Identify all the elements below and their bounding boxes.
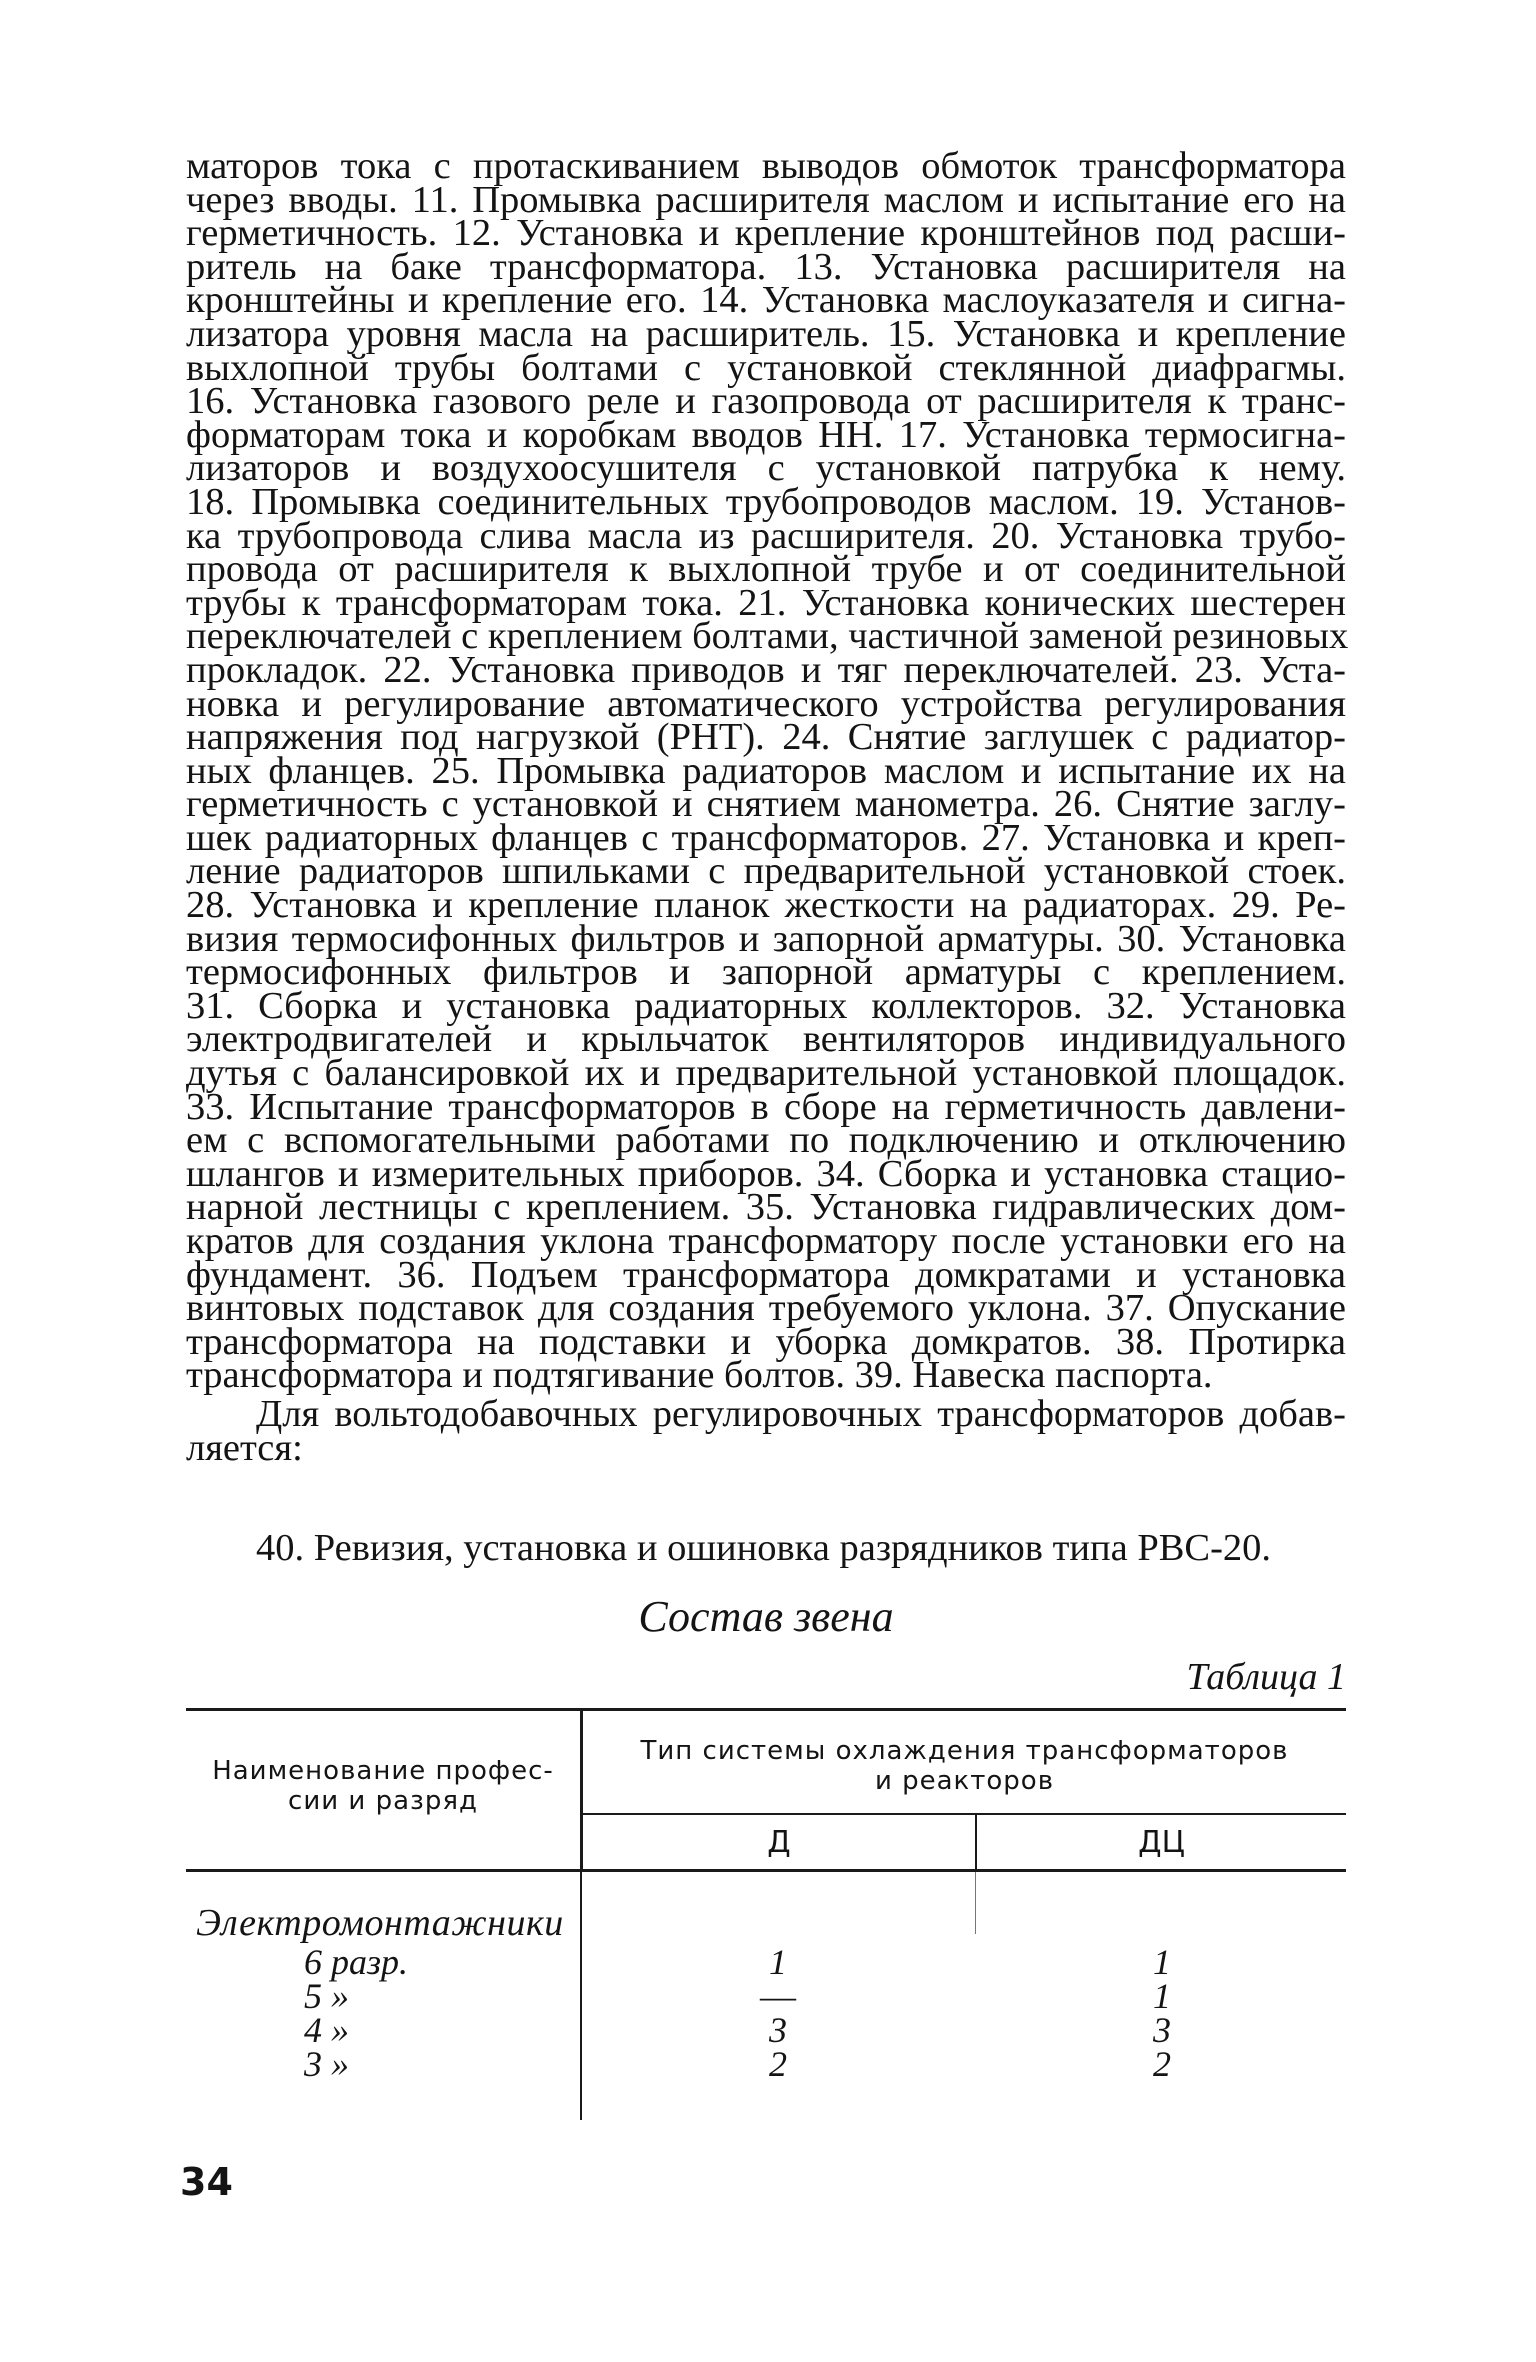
text-line: нарной лестницы с креплением. 35. Установка гидравлических дом- <box>186 1186 1346 1229</box>
table-body-subcol-divider <box>975 1872 976 1934</box>
group-label: Электромонтажники <box>196 1902 564 1944</box>
text-line: выхлопной трубы болтами с установкой стеклянной диафрагмы. <box>186 346 1346 389</box>
text-line: ных фланцев. 25. Промывка радиаторов маслом и испытание их на <box>186 749 1346 792</box>
text-line: форматорам тока и коробкам вводов НН. 17. Установка термосигна- <box>186 413 1346 456</box>
text-line: ем с вспомогательными работами по подключению и отключению <box>186 1119 1346 1162</box>
text-line: напряжения под нагрузкой (РНТ). 24. Снятие заглушек с радиатор- <box>186 716 1346 759</box>
text-line: 16. Установка газового реле и газопровода от расширителя к транс- <box>186 380 1346 423</box>
row-value-d: — <box>760 1976 796 2016</box>
text-line: фундамент. 36. Подъем трансформатора домкратами и установка <box>186 1253 1346 1296</box>
col1-header-line-1: Наименование профес- <box>212 1756 554 1786</box>
item-40-paragraph <box>186 1527 1346 1569</box>
text-line: ка трубопровода слива масла из расширителя. 20. Установка трубо- <box>186 514 1346 557</box>
text-line: 28. Установка и крепление планок жесткости на радиаторах. 29. Ре- <box>186 884 1346 927</box>
text-line: ляется: <box>186 1426 303 1469</box>
row-value-dc: 1 <box>1153 1942 1171 1982</box>
row-value-dc: 1 <box>1153 1976 1171 2016</box>
text-line: трубы к трансформаторам тока. 21. Установка конических шестерен <box>186 581 1346 624</box>
text-line: трансформатора на подставки и уборка домкратов. 38. Протирка <box>186 1320 1346 1363</box>
table-header-bottom-rule <box>186 1869 1346 1872</box>
text-line: через вводы. 11. Промывка расширителя маслом и испытание его на <box>186 178 1346 221</box>
text-line: Для вольтодобавочных регулировочных трансформаторов добав- <box>256 1393 1346 1435</box>
text-line: 33. Испытание трансформаторов в сборе на герметичность давлени- <box>186 1085 1346 1128</box>
text-line: герметичность. 12. Установка и крепление кронштейнов под расши- <box>186 212 1346 255</box>
addition-paragraph <box>186 1393 1346 1469</box>
row-value-dc: 2 <box>1153 2044 1171 2084</box>
row-label: 3 » <box>304 2044 349 2084</box>
row-label: 5 » <box>304 1976 349 2016</box>
text-line: 31. Сборка и установка радиаторных коллекторов. 32. Установка <box>186 984 1346 1027</box>
text-line: электродвигателей и крыльчаток вентиляторов индивидуального <box>186 1018 1346 1061</box>
row-value-dc: 3 <box>1153 2010 1171 2050</box>
text-line: провода от расширителя к выхлопной трубе и от соединительной <box>186 548 1346 591</box>
table-top-rule <box>186 1708 1346 1711</box>
text-line: прокладок. 22. Установка приводов и тяг переключателей. 23. Уста- <box>186 648 1346 691</box>
table-body-col-divider <box>580 1872 582 2120</box>
table-subheader-rule <box>580 1813 1346 1815</box>
col1-header <box>186 1756 580 1816</box>
row-label: 4 » <box>304 2010 349 2050</box>
group-header <box>583 1736 1346 1796</box>
text-line: лизаторов и воздухоосушителя с установкой патрубка к нему. <box>186 447 1346 490</box>
page-number: 34 <box>180 2160 233 2204</box>
text-line: термосифонных фильтров и запорной арматуры с креплением. <box>186 951 1346 994</box>
text-line: герметичность с установкой и снятием манометра. 26. Снятие заглу- <box>186 783 1346 826</box>
col1-header-line-2: сии и разряд <box>288 1786 478 1816</box>
text-line: дутья с балансировкой их и предварительной установкой площадок. <box>186 1052 1346 1095</box>
row-value-d: 1 <box>769 1942 787 1982</box>
text-line: визия термосифонных фильтров и запорной арматуры. 30. Установка <box>186 917 1346 960</box>
group-header-line-2: и реакторов <box>874 1766 1055 1796</box>
subheader-d: Д <box>767 1825 791 1860</box>
table-caption: Таблица 1 <box>1186 1656 1346 1698</box>
text-line: кратов для создания уклона трансформатору после установки его на <box>186 1220 1346 1262</box>
text-line: кронштейны и крепление его. 14. Установка маслоуказателя и сигна- <box>186 279 1346 322</box>
row-value-d: 3 <box>769 2010 787 2050</box>
group-header-line-1: Тип системы охлаждения трансформаторов <box>640 1736 1289 1766</box>
text-line: 18. Промывка соединительных трубопроводов маслом. 19. Установ- <box>186 480 1346 523</box>
text-line: винтовых подставок для создания требуемого уклона. 37. Опускание <box>186 1287 1346 1330</box>
subheader-dc: ДЦ <box>1138 1825 1185 1860</box>
text-line: лизатора уровня масла на расширитель. 15. Установка и крепление <box>186 312 1346 355</box>
text-line: переключателей с креплением болтами, частичной заменой резиновых <box>186 615 1349 658</box>
text-line: новка и регулирование автоматического устройства регулирования <box>186 682 1346 725</box>
text-line: маторов тока с протаскиванием выводов обмоток трансформатора <box>186 145 1346 187</box>
row-value-d: 2 <box>769 2044 787 2084</box>
item-40-line: 40. Ревизия, установка и ошиновка разрядников типа РВС-20. <box>256 1527 1272 1569</box>
text-line: ление радиаторов шпильками с предварительной установкой стоек. <box>186 850 1346 893</box>
text-line: шлангов и измерительных приборов. 34. Сборка и установка стацио- <box>186 1152 1346 1195</box>
text-line: шек радиаторных фланцев с трансформаторов. 27. Установка и креп- <box>186 816 1346 859</box>
row-label: 6 разр. <box>304 1942 409 1982</box>
text-line: ритель на баке трансформатора. 13. Установка расширителя на <box>186 245 1346 288</box>
text-line: трансформатора и подтягивание болтов. 39. Навеска паспорта. <box>186 1354 1213 1397</box>
section-title: Состав звена <box>638 1592 894 1641</box>
body-text <box>186 145 1349 1397</box>
